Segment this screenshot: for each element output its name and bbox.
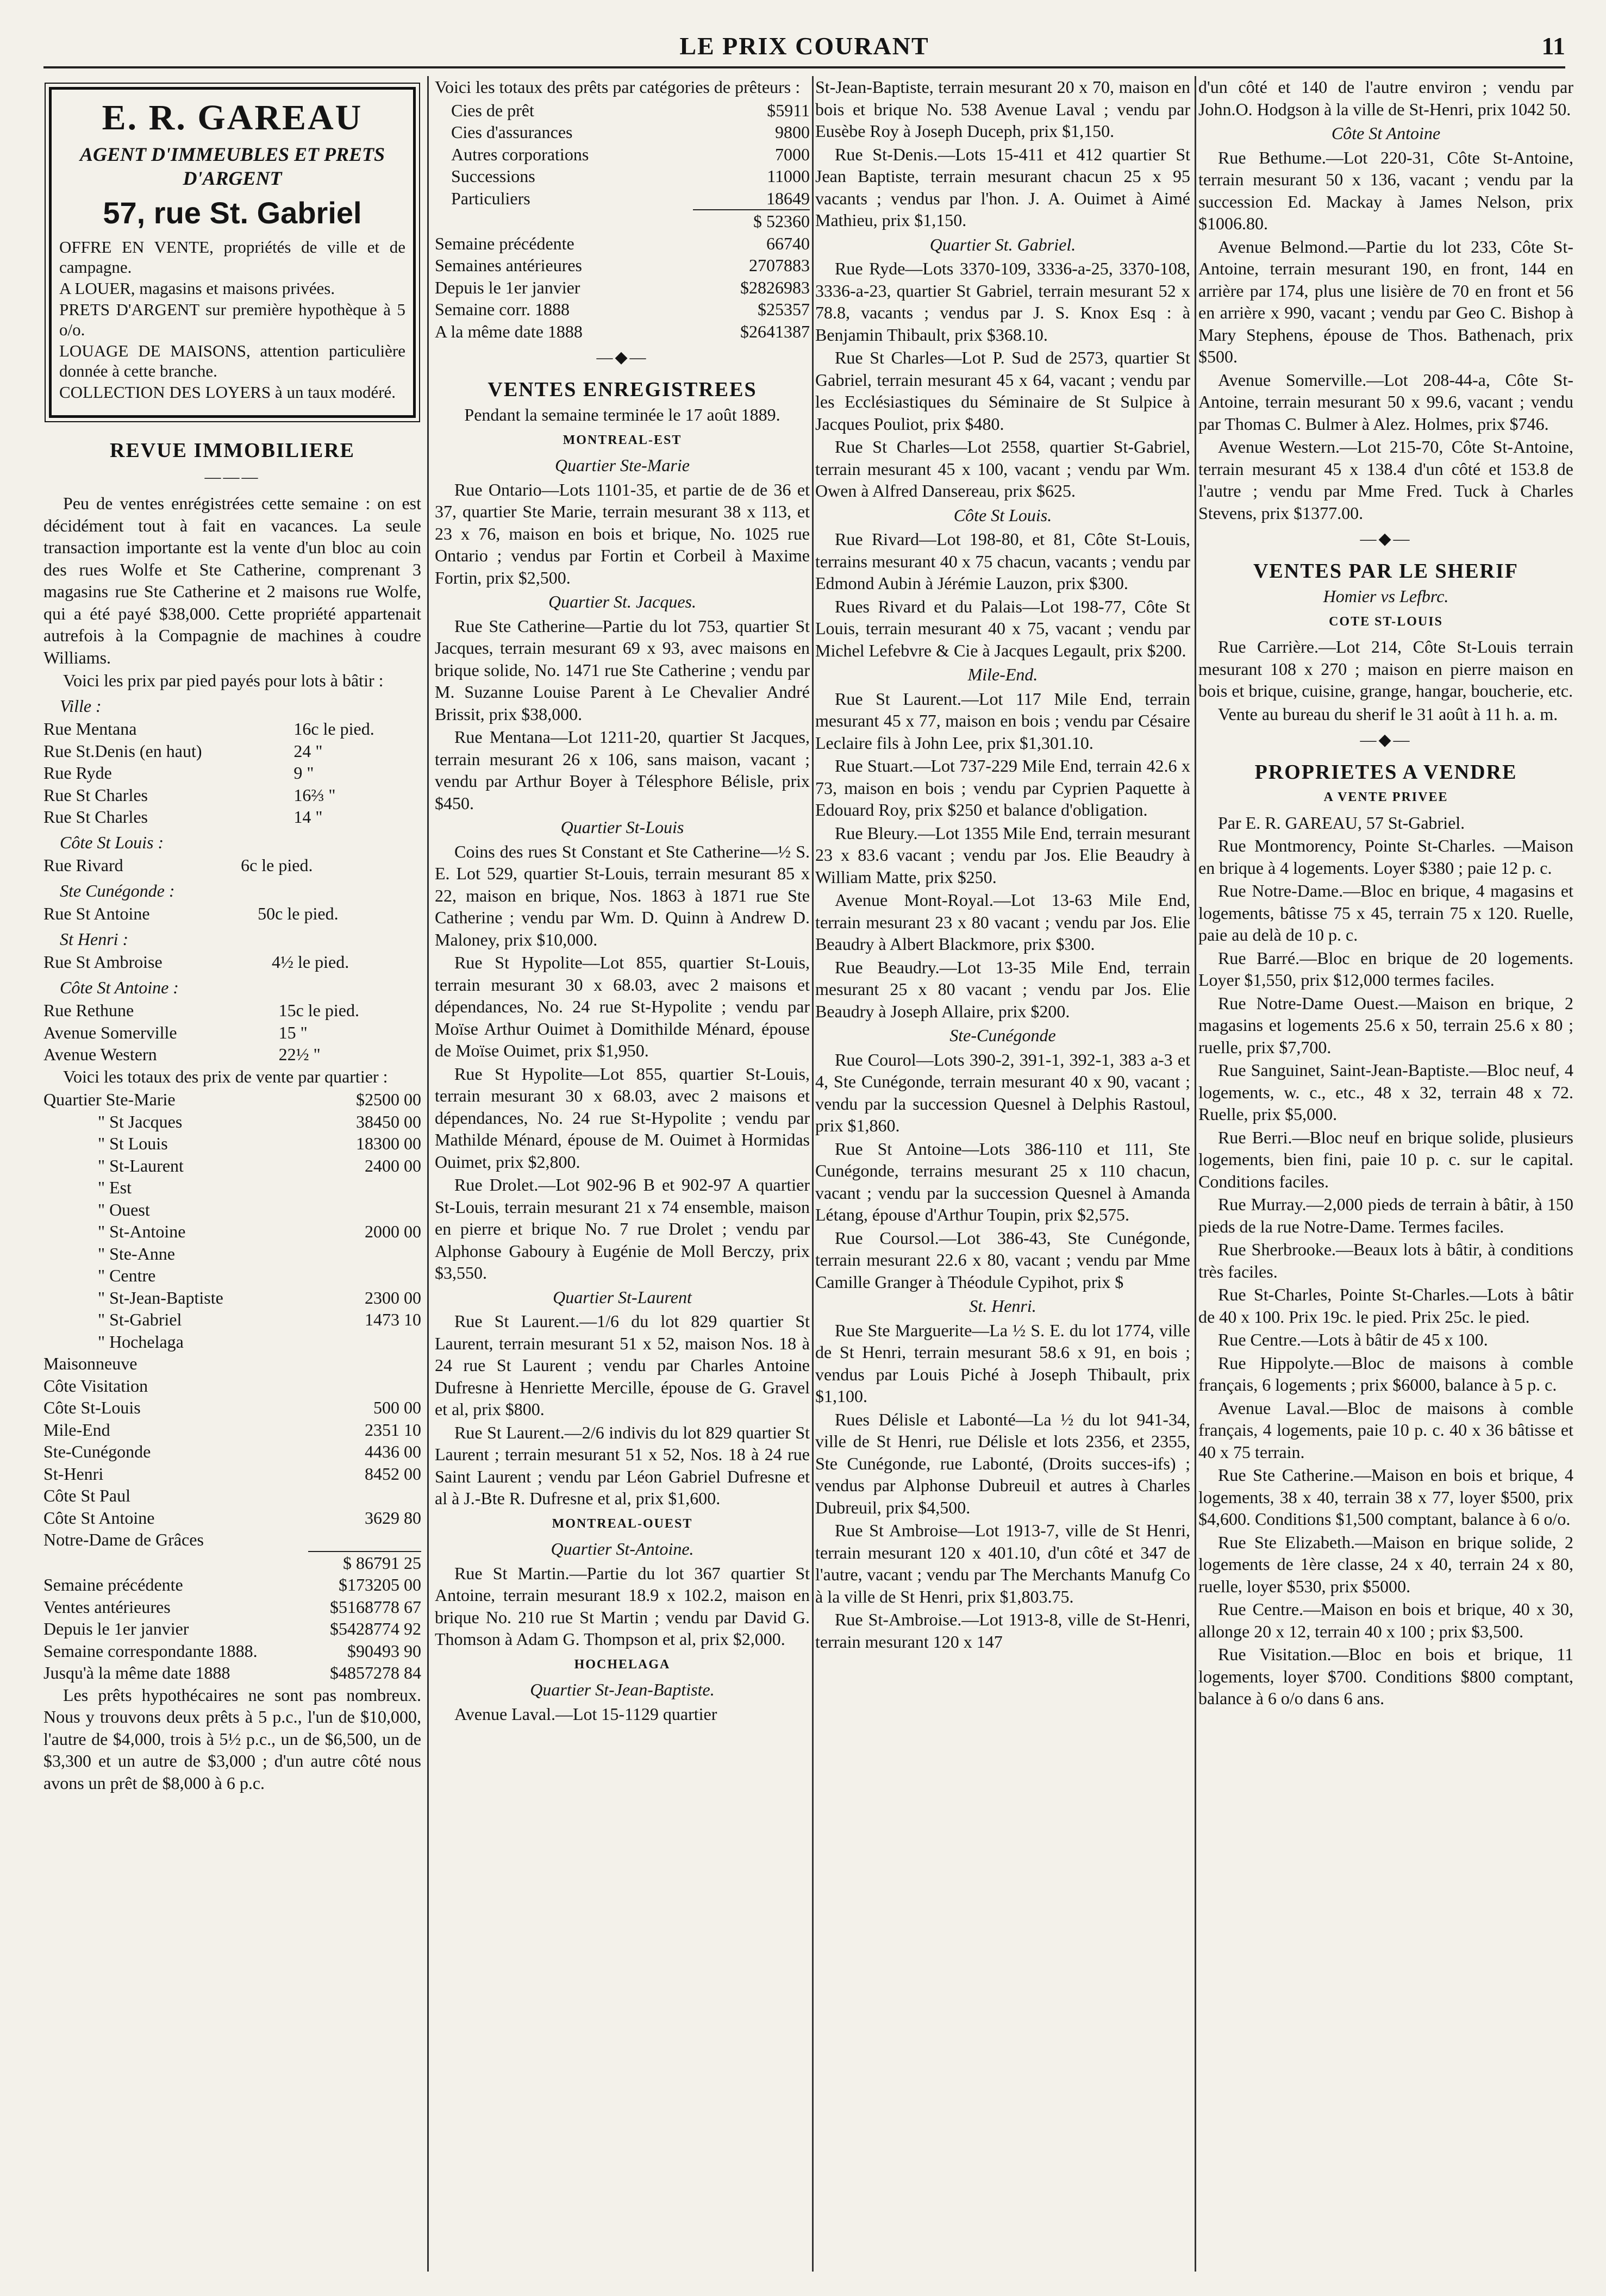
pied-row bbox=[43, 784, 421, 806]
pied-group-label: Ville : bbox=[60, 696, 102, 716]
property-entry: Rue Sherbrooke.—Beaux lots à bâtir, à conditions très faciles. bbox=[1198, 1240, 1573, 1281]
ad-line: PRETS D'ARGENT sur première hypothèque à 5 o/o. bbox=[59, 300, 405, 339]
price-per-foot-list bbox=[43, 695, 421, 1066]
loan-subtotal-row bbox=[435, 210, 810, 233]
region-heading: MONTREAL-OUEST bbox=[552, 1516, 693, 1531]
quartier-value bbox=[321, 1243, 421, 1265]
pied-intro: Voici les prix par pied payés pour lots à bâtir : bbox=[63, 671, 384, 690]
sale-entry: Rue Mentana—Lot 1211-20, quartier St Jacques, terrain mesurant 26 x 106, sans maison, vacant ; vendu par Arthur Boyer à Télesphore Bélisle, prix $450. bbox=[435, 727, 810, 813]
loan-value: 11000 bbox=[767, 166, 810, 186]
quartier-name: St-Henri bbox=[43, 1463, 104, 1484]
quartier-name: Quartier Ste-Marie bbox=[43, 1090, 176, 1109]
quartier-name: Ste-Cunégonde bbox=[43, 1442, 151, 1461]
newspaper-title: LE PRIX COURANT bbox=[679, 32, 929, 60]
district-heading: Quartier St. Gabriel. bbox=[929, 234, 1076, 254]
sherif-title: VENTES PAR LE SHERIF bbox=[1253, 559, 1518, 583]
total-row bbox=[43, 1596, 421, 1618]
sale-entry: Rues Délisle et Labonté—La ½ du lot 941-34, ville de St Henri, rue Délisle et lots 2356, et 2355, Ste Cunégonde, rue Labonté, (Droits succes-ifs) ; vendus par Alphonse Dubreuil et autres à Charles Dubreuil, prix $4,500. bbox=[815, 1409, 1190, 1517]
sale-entry: Rue St Charles—Lot P. Sud de 2573, quartier St Gabriel, terrain mesurant 45 x 64, vacant ; vendu par les Ecclésiastiques du Séminaire de St Sulpice à Jacques Pouliot, prix $480. bbox=[815, 348, 1190, 434]
quartier-value: 2400 00 bbox=[365, 1155, 421, 1175]
column-2 bbox=[435, 76, 810, 2272]
pied-row bbox=[43, 806, 421, 828]
quartier-name: " St-Jean-Baptiste bbox=[98, 1287, 223, 1307]
loan-category: Cies d'assurances bbox=[451, 122, 573, 142]
quartier-row bbox=[43, 1485, 421, 1507]
sale-entry: Coins des rues St Constant et Ste Catherine—½ S. E. Lot 529, quartier St-Louis, terrain mesurant 85 x 22, maison en brique, Nos. 1863 à 1871 rue Ste Catherine ; vendu par Wm. D. Quinn à Andrew D. Maloney, prix $10,000. bbox=[435, 841, 810, 949]
ventes-title: VENTES ENREGISTREES bbox=[488, 378, 757, 401]
pied-table bbox=[43, 951, 421, 973]
district-heading: Ste-Cunégonde bbox=[949, 1025, 1056, 1045]
loan-total-label: Semaines antérieures bbox=[435, 255, 582, 275]
total-value: $173205 00 bbox=[339, 1575, 421, 1594]
quartier-row bbox=[43, 1419, 421, 1441]
sale-entry: Rue Coursol.—Lot 386-43, Ste Cunégonde, terrain mesurant 22.6 x 80, vacant ; vendu par Mme Camille Granger à Théodule Cypihot, prix $ bbox=[815, 1228, 1190, 1292]
sale-entry: Rue Bleury.—Lot 1355 Mile End, terrain mesurant 23 x 83.6 vacant ; vendu par Jos. Elie Beaudry à William Matte, prix $250. bbox=[815, 823, 1190, 887]
loan-total-value: 66740 bbox=[766, 233, 810, 253]
loan-total-value: 2707883 bbox=[749, 255, 810, 275]
total-value: $90493 90 bbox=[347, 1641, 421, 1661]
pied-table bbox=[43, 718, 421, 828]
price-per-foot: 15 " bbox=[278, 1022, 308, 1042]
loan-row bbox=[435, 143, 810, 166]
pied-row bbox=[43, 762, 421, 784]
quartier-row bbox=[43, 1111, 421, 1133]
street-name: Rue Ryde bbox=[43, 763, 112, 783]
loan-total-row bbox=[435, 277, 810, 299]
loan-value: 7000 bbox=[775, 144, 810, 164]
loan-value: 9800 bbox=[775, 122, 810, 142]
header-rule bbox=[43, 66, 1565, 68]
price-per-foot: 24 " bbox=[293, 741, 323, 761]
sherif-case: Homier vs Lefbrc. bbox=[1323, 586, 1449, 606]
sale-entry: Rue Drolet.—Lot 902-96 B et 902-97 A quartier St-Louis, terrain mesurant 21 x 74 ensemble, maison en pierre et brique No. 7 rue Drolet ; vendu par Alphonse Gaboury à Eugénie de Moll Berczy, prix $3,550. bbox=[435, 1175, 810, 1282]
pied-table bbox=[43, 903, 421, 925]
divider: ——— bbox=[204, 467, 260, 486]
quartier-value bbox=[321, 1485, 421, 1507]
property-list bbox=[1198, 835, 1573, 1710]
advertiser-role: AGENT D'IMMEUBLES ET PRETS D'ARGENT bbox=[79, 143, 385, 189]
street-name: Avenue Somerville bbox=[43, 1022, 177, 1042]
divider: —◆— bbox=[1360, 530, 1412, 548]
quartier-name: " St-Antoine bbox=[98, 1222, 186, 1241]
pied-row bbox=[43, 903, 421, 925]
sale-entry: Rue Ryde—Lots 3370-109, 3336-a-25, 3370-108, 3336-a-23, quartier St Gabriel, terrain mesurant 52 x 78.8, vacants ; vendus par J. S. Knox Esq : à Benjamin Thibault, prix $368.10. bbox=[815, 259, 1190, 345]
quartier-name: " St-Laurent bbox=[98, 1155, 184, 1175]
loan-total-row bbox=[435, 298, 810, 321]
loan-category: Successions bbox=[451, 166, 535, 186]
sale-entry: Rue St-Denis.—Lots 15-411 et 412 quartier St Jean Baptiste, terrain mesurant chacun 25 x 95 vacants ; vendus par l'hon. J. A. Ouimet à Aimé Mathieu, prix $1,150. bbox=[815, 144, 1190, 230]
quartier-row bbox=[43, 1309, 421, 1331]
quartier-row bbox=[43, 1177, 421, 1199]
street-name: Rue St Charles bbox=[43, 807, 148, 827]
ad-line: OFFRE EN VENTE, propriétés de ville et de campagne. bbox=[59, 237, 405, 277]
region-heading: MONTREAL-EST bbox=[563, 433, 682, 447]
loan-row bbox=[435, 99, 810, 122]
prets-text: Les prêts hypothécaires ne sont pas nombreux. Nous y trouvons deux prêts à 5 p.c., l'un de $10,000, l'autre de $4,000, trois à 5½ p.c., un de $6,500, un de $3,300 et un autre de $3,000 ; d'un autre côté nous avons un prêt de $8,000 à 6 p.c. bbox=[43, 1685, 421, 1793]
district-heading: Côte St Louis. bbox=[953, 505, 1052, 525]
street-name: Rue St.Denis (en haut) bbox=[43, 741, 202, 761]
total-value: $5428774 92 bbox=[330, 1619, 421, 1638]
sale-entry: Rue St Laurent.—2/6 indivis du lot 829 quartier St Laurent ; terrain mesurant 51 x 52, Nos. 18 à 24 rue Saint Laurent ; vendu par Léon Gabriel Dufresne et al à J.-Bte R. Dufresne et al, prix $1,600. bbox=[435, 1422, 810, 1508]
quartier-name: " Ste-Anne bbox=[98, 1243, 175, 1263]
loan-subtotal: $ 52360 bbox=[693, 210, 810, 233]
pied-row bbox=[43, 951, 421, 973]
quartier-name: Mile-End bbox=[43, 1419, 110, 1440]
district-heading: Quartier St-Laurent bbox=[553, 1287, 692, 1307]
advertiser-address: 57, rue St. Gabriel bbox=[103, 195, 362, 230]
loan-total-label: A la même date 1888 bbox=[435, 321, 583, 341]
district-heading: St. Henri. bbox=[969, 1296, 1036, 1316]
quartier-value bbox=[321, 1177, 421, 1199]
district-heading: Quartier Ste-Marie bbox=[555, 455, 690, 475]
quartier-row bbox=[43, 1265, 421, 1287]
ad-line: LOUAGE DE MAISONS, attention particulière donnée à cette branche. bbox=[59, 341, 405, 380]
proprietes-subtitle: A VENTE PRIVEE bbox=[1323, 790, 1448, 804]
quartier-value bbox=[321, 1199, 421, 1221]
totaux-intro: Voici les totaux des prix de vente par quartier : bbox=[63, 1066, 388, 1086]
quartier-name: " St-Gabriel bbox=[98, 1310, 182, 1329]
price-per-foot: 16c le pied. bbox=[293, 719, 374, 739]
sale-entry: Rue Ontario—Lots 1101-35, et partie de de 36 et 37, quartier Ste Marie, terrain mesurant 38 x 113, et 23 x 76, maison en bois et brique, No. 1025 rue Ontario ; vendus par Fortin et Corbeil à Maxime Fortin, prix $2,500. bbox=[435, 479, 810, 587]
price-per-foot: 6c le pied. bbox=[241, 855, 313, 875]
loan-row bbox=[435, 187, 810, 210]
pied-table bbox=[43, 999, 421, 1066]
loan-total-value: $25357 bbox=[758, 299, 810, 319]
sale-entry: d'un côté et 140 de l'autre environ ; vendu par John.O. Hodgson à la ville de St-Henri, prix 1042 50. bbox=[1198, 77, 1573, 119]
quartier-row bbox=[43, 1243, 421, 1265]
district-heading: Quartier St-Antoine. bbox=[551, 1539, 694, 1559]
pied-group-label: Ste Cunégonde : bbox=[60, 880, 175, 900]
sales-summary-table bbox=[43, 1551, 421, 1684]
loan-total-label: Semaine corr. 1888 bbox=[435, 299, 570, 319]
property-entry: Rue Murray.—2,000 pieds de terrain à bâtir, à 150 pieds de la rue Notre-Dame. Termes faciles. bbox=[1198, 1194, 1573, 1236]
quartier-row bbox=[43, 1155, 421, 1177]
quartier-name: " Centre bbox=[98, 1266, 156, 1285]
region-heading: HOCHELAGA bbox=[574, 1657, 671, 1672]
ad-line: COLLECTION DES LOYERS à un taux modéré. bbox=[59, 383, 396, 402]
revue-intro: Peu de ventes enrégistrées cette semaine : on est décidément tout à fait en vacances. La seule transaction importante est la vente d'un bloc au coin des rues Wolfe et Ste Catherine, comprenant 3 magasins rue Ste Catherine et 2 maisons rue Wolfe, qui a été payé $38,000. Cette propriété appartenait autrefois à la Compagnie de machines à coudre Williams. bbox=[43, 493, 421, 667]
quartier-name: " Ouest bbox=[98, 1199, 150, 1219]
quartier-value: 38450 00 bbox=[356, 1111, 421, 1131]
sale-entry: St-Jean-Baptiste, terrain mesurant 20 x 70, maison en bois et brique No. 538 Avenue Laval ; vendu par Eusèbe Roy à Joseph Duceph, prix $1,150. bbox=[815, 77, 1190, 141]
sale-entry: Rue St Martin.—Partie du lot 367 quartier St Antoine, terrain mesurant 18.9 x 102.2, maison en brique No. 210 rue St Martin ; vendu par David G. Thomson à Adam G. Thompson et al, prix $2,000. bbox=[435, 1563, 810, 1649]
pied-group-label: Côte St Antoine : bbox=[60, 977, 179, 997]
quartier-name: " St Louis bbox=[98, 1134, 168, 1153]
advertiser-name: E. R. GAREAU bbox=[102, 98, 363, 137]
loan-total-label: Semaine précédente bbox=[435, 233, 574, 253]
property-entry: Rue Barré.—Bloc en brique de 20 logements. Loyer $1,550, prix $12,000 termes faciles. bbox=[1198, 948, 1573, 990]
price-per-foot: 15c le pied. bbox=[278, 1000, 359, 1020]
sale-entry: Rue St Ambroise—Lot 1913-7, ville de St Henri, terrain mesurant 120 x 401.10, d'un côté et 347 de l'autre, vacant ; vendu par The Merchants Manufg Co à la ville de St Henri, prix $1,803.75. bbox=[815, 1521, 1190, 1606]
sales-listings bbox=[1198, 76, 1573, 524]
district-heading: Quartier St. Jacques. bbox=[548, 592, 696, 611]
pied-row bbox=[43, 740, 421, 762]
masthead bbox=[43, 22, 1565, 65]
sale-entry: Avenue Somerville.—Lot 208-44-a, Côte St-Antoine, terrain mesurant 50 x 99.6, vacant ; vendu par Thomas C. Bulmer à Alez. Holmes, prix $746. bbox=[1198, 370, 1573, 434]
district-heading: Mile-End. bbox=[967, 665, 1038, 684]
quartier-value: 2000 00 bbox=[365, 1222, 421, 1241]
quartier-value bbox=[321, 1265, 421, 1287]
pied-group-label: Côte St Louis : bbox=[60, 832, 164, 852]
price-per-foot: 9 " bbox=[293, 763, 314, 783]
sales-listings bbox=[435, 429, 810, 1725]
total-value: $5168778 67 bbox=[330, 1597, 421, 1617]
loan-value: $5911 bbox=[767, 100, 810, 120]
quartier-value: $2500 00 bbox=[356, 1090, 421, 1109]
quartier-value bbox=[321, 1375, 421, 1397]
total-value: $ 86791 25 bbox=[308, 1551, 421, 1574]
loan-category: Particuliers bbox=[451, 188, 530, 208]
pied-row bbox=[43, 718, 421, 740]
property-entry: Rue Centre.—Lots à bâtir de 45 x 100. bbox=[1218, 1330, 1488, 1349]
pied-table bbox=[43, 854, 421, 877]
loan-row bbox=[435, 121, 810, 143]
loan-total-row bbox=[435, 321, 810, 343]
quartier-value: 8452 00 bbox=[365, 1463, 421, 1484]
quartier-name: " Est bbox=[98, 1178, 132, 1197]
loan-category: Autres corporations bbox=[451, 144, 589, 164]
sale-entry: Rue Ste Marguerite—La ½ S. E. du lot 1774, ville de St Henri, terrain mesurant 58.6 x 91, en bois ; vendus par Louis Piché à Joseph Thibault, prix $1,100. bbox=[815, 1320, 1190, 1406]
quartier-row bbox=[43, 1287, 421, 1309]
quartier-value: 4436 00 bbox=[365, 1442, 421, 1461]
quartier-name: Côte St-Louis bbox=[43, 1398, 141, 1417]
quartier-row bbox=[43, 1353, 421, 1375]
quartier-value bbox=[321, 1529, 421, 1551]
quartier-name: " Hochelaga bbox=[98, 1331, 184, 1352]
quartier-row bbox=[43, 1199, 421, 1221]
sales-listings bbox=[815, 76, 1190, 1653]
price-per-foot: 50c le pied. bbox=[258, 904, 339, 923]
quartier-value bbox=[321, 1353, 421, 1375]
quartier-row bbox=[43, 1463, 421, 1485]
loans-table bbox=[435, 99, 810, 343]
page-number: 11 bbox=[1541, 32, 1565, 60]
loan-category: Cies de prêt bbox=[451, 100, 534, 120]
ad-line: A LOUER, magasins et maisons privées. bbox=[59, 279, 335, 298]
pied-group-label: St Henri : bbox=[60, 929, 129, 949]
sale-entry: Avenue Laval.—Lot 15-1129 quartier bbox=[454, 1704, 717, 1724]
sale-entry: Rue St Hypolite—Lot 855, quartier St-Louis, terrain mesurant 30 x 68.03, avec 2 maisons et dépendances, No. 24 rue St-Hypolite ; vendu par Mathilde Ménard, épouse de M. Ouimet à Hormidas Ouimet, prix $2,800. bbox=[435, 1063, 810, 1172]
sherif-place: COTE ST-LOUIS bbox=[1329, 614, 1443, 629]
sale-entry: Rue Bethume.—Lot 220-31, Côte St-Antoine, terrain mesurant 50 x 136, vacant ; vendu par la succession Ed. Mackay à James Nelson, prix $1006.80. bbox=[1198, 147, 1573, 233]
property-entry: Rue Visitation.—Bloc en bois et brique, 11 logements, loyer $700. Conditions $800 comptant, balance à 6 o/o dans 6 ans. bbox=[1198, 1644, 1573, 1708]
quartier-row bbox=[43, 1529, 421, 1551]
quartier-row bbox=[43, 1088, 421, 1111]
total-value: $4857278 84 bbox=[330, 1663, 421, 1682]
total-row bbox=[43, 1574, 421, 1596]
column-4 bbox=[1198, 76, 1573, 2272]
sale-entry: Avenue Mont-Royal.—Lot 13-63 Mile End, terrain mesurant 23 x 80 vacant ; vendu par Jos. Elie Beaudry à Albert Blackmore, prix $300. bbox=[815, 890, 1190, 954]
proprietes-by: Par E. R. GAREAU, 57 St-Gabriel. bbox=[1218, 812, 1465, 833]
quartier-name: Maisonneuve bbox=[43, 1354, 138, 1373]
total-row bbox=[43, 1618, 421, 1640]
pied-row bbox=[43, 854, 421, 877]
sherif-note: Vente au bureau du sherif le 31 août à 11 h. a. m. bbox=[1218, 704, 1558, 724]
total-label: Jusqu'à la même date 1888 bbox=[43, 1663, 230, 1682]
quartier-row bbox=[43, 1331, 421, 1353]
ventes-subtitle: Pendant la semaine terminée le 17 août 1889. bbox=[464, 405, 780, 424]
sale-entry: Rue Stuart.—Lot 737-229 Mile End, terrain 42.6 x 73, maison en bois ; vendu par Cyprien Paquette à Edouard Roy, prix $250 et balance d'obligation. bbox=[815, 756, 1190, 819]
quartier-name: Notre-Dame de Grâces bbox=[43, 1530, 204, 1549]
sale-entry: Rue St Laurent.—Lot 117 Mile End, terrain mesurant 45 x 77, maison en bois ; vendu par Césaire Leclaire fils à John Lee, prix $1,301.10. bbox=[815, 689, 1190, 753]
street-name: Avenue Western bbox=[43, 1044, 157, 1064]
property-entry: Rue Berri.—Bloc neuf en brique solide, plusieurs logements, bien fini, paie 10 p. c. sur le capital. Conditions faciles. bbox=[1198, 1127, 1573, 1191]
street-name: Rue Rivard bbox=[43, 855, 123, 875]
quartier-value: 1473 10 bbox=[365, 1310, 421, 1329]
property-entry: Rue Sanguinet, Saint-Jean-Baptiste.—Bloc neuf, 4 logements, w. c., etc., 48 x 32, terrain 48 x 72. Ruelle, prix $5,000. bbox=[1198, 1060, 1573, 1124]
column-rule bbox=[1195, 76, 1196, 2272]
divider: —◆— bbox=[1360, 731, 1412, 749]
total-label: Semaine précédente bbox=[43, 1575, 183, 1594]
quartier-name: Côte Visitation bbox=[43, 1375, 148, 1396]
quartier-value: 18300 00 bbox=[356, 1134, 421, 1153]
property-entry: Rue Montmorency, Pointe St-Charles. —Maison en brique à 4 logements. Loyer $380 ; paie 12 p. c. bbox=[1198, 836, 1573, 878]
loan-subtotal-label bbox=[435, 210, 693, 233]
total-label: Ventes antérieures bbox=[43, 1597, 171, 1617]
loan-total-row bbox=[435, 233, 810, 255]
column-3 bbox=[815, 76, 1190, 2272]
sale-entry: Rues Rivard et du Palais—Lot 198-77, Côte St Louis, terrain mesurant 40 x 75, vacant ; vendu par Michel Lefebvre & Cie à Jacques Legault, prix $200. bbox=[815, 596, 1190, 660]
price-per-foot: 22½ " bbox=[278, 1044, 321, 1064]
street-name: Rue Mentana bbox=[43, 719, 137, 739]
street-name: Rue St Antoine bbox=[43, 904, 150, 923]
pied-row bbox=[43, 1043, 421, 1066]
total-row bbox=[43, 1551, 421, 1574]
sale-entry: Rue Beaudry.—Lot 13-35 Mile End, terrain mesurant 25 x 80 vacant ; vendu par Jos. Elie Beaudry à Joseph Allaire, prix $200. bbox=[815, 957, 1190, 1021]
quartier-value: 2351 10 bbox=[365, 1419, 421, 1440]
quartier-totals-table bbox=[43, 1088, 421, 1551]
prets-intro: Voici les totaux des prêts par catégories de prêteurs : bbox=[435, 77, 801, 97]
quartier-name: Côte St Antoine bbox=[43, 1507, 155, 1528]
total-label: Depuis le 1er janvier bbox=[43, 1619, 189, 1638]
sale-entry: Avenue Western.—Lot 215-70, Côte St-Antoine, terrain mesurant 45 x 138.4 d'un côté et 153.8 de l'autre ; vendu par Mme Fred. Tuck à Charles Stevens, prix $1377.00. bbox=[1198, 437, 1573, 523]
loan-value: 18649 bbox=[766, 188, 810, 208]
property-entry: Rue Ste Catherine.—Maison en bois et brique, 4 logements, 38 x 40, terrain 38 x 77, loyer $500, prix $4,600. Conditions $1,500 comptant, balance à 6 o/o. bbox=[1198, 1465, 1573, 1529]
price-per-foot: 16⅔ " bbox=[293, 785, 336, 805]
quartier-value: 2300 00 bbox=[365, 1287, 421, 1307]
quartier-row bbox=[43, 1221, 421, 1243]
quartier-name: " St Jacques bbox=[98, 1111, 183, 1131]
quartier-row bbox=[43, 1441, 421, 1463]
pied-row bbox=[43, 1022, 421, 1044]
sale-entry: Rue St Antoine—Lots 386-110 et 111, Ste Cunégonde, terrains mesurant 25 x 110 chacun, vacant ; vendu par la succession Quesnel à Amanda Létang, épouse d'Arthur Toupin, prix $2,575. bbox=[815, 1138, 1190, 1224]
quartier-value: 500 00 bbox=[373, 1398, 421, 1417]
property-entry: Rue Notre-Dame.—Bloc en brique, 4 magasins et logements, bâtisse 75 x 45, terrain 75 x 120. Ruelle, paie au delà de 10 p. c. bbox=[1198, 881, 1573, 944]
revue-title: REVUE IMMOBILIERE bbox=[110, 439, 355, 462]
street-name: Rue St Charles bbox=[43, 785, 148, 805]
quartier-value: 3629 80 bbox=[365, 1507, 421, 1528]
sale-entry: Rue Rivard—Lot 198-80, et 81, Côte St-Louis, terrains mesurant 40 x 75 chacun, vacants ; vendu par Edmond Aubin à Jérémie Lauzon, prix $300. bbox=[815, 529, 1190, 593]
property-entry: Rue St-Charles, Pointe St-Charles.—Lots à bâtir de 40 x 100. Prix 19c. le pied. Prix 25c. le pied. bbox=[1198, 1285, 1573, 1327]
district-heading: Côte St Antoine bbox=[1331, 123, 1441, 143]
price-per-foot: 4½ le pied. bbox=[272, 952, 349, 972]
quartier-row bbox=[43, 1507, 421, 1529]
divider: —◆— bbox=[596, 348, 648, 366]
property-entry: Rue Ste Elizabeth.—Maison en brique solide, 2 logements de 1ère classe, 24 x 40, terrain 24 x 80, ruelle, loyer $530, prix $5000. bbox=[1198, 1532, 1573, 1596]
sale-entry: Avenue Belmond.—Partie du lot 233, Côte St-Antoine, terrain mesurant 190, en front, 144 en arrière par 174, plus une lisière de 70 en front et 56 en arrière x 990, vacant ; vendu par Geo C. Bishop à Mary Stephens, épouse de Thos. Bathenach, prix $500. bbox=[1198, 236, 1573, 366]
price-per-foot: 14 " bbox=[293, 807, 323, 827]
loan-total-value: $2826983 bbox=[740, 277, 810, 297]
sherif-body: Rue Carrière.—Lot 214, Côte St-Louis terrain mesurant 108 x 270 ; maison en pierre maison en bois et brique, cuisine, grange, hangar, boucherie, etc. bbox=[1198, 637, 1573, 700]
district-heading: Quartier St-Jean-Baptiste. bbox=[530, 1680, 715, 1699]
sale-entry: Rue St Laurent.—1/6 du lot 829 quartier St Laurent, terrain mesurant 51 x 52, maison Nos. 18 à 24 rue St Laurent ; vendu par Charles Antoine Dufresne à Henriette Mercille, épouse de G. Gravel et al, prix $800. bbox=[435, 1311, 810, 1419]
gareau-advertisement bbox=[49, 87, 416, 418]
total-row bbox=[43, 1662, 421, 1684]
sale-entry: Rue St Charles—Lot 2558, quartier St-Gabriel, terrain mesurant 45 x 100, vacant ; vendu par Wm. Owen à Alfred Dansereau, prix $625. bbox=[815, 437, 1190, 501]
quartier-row bbox=[43, 1397, 421, 1419]
sale-entry: Rue St Hypolite—Lot 855, quartier St-Louis, terrain mesurant 30 x 68.03, avec 2 maisons et dépendances, No. 24 rue St-Hypolite ; vendu par Moïse Arthur Ouimet à Domithilde Ménard, épouse de Moïse Ouimet, prix $1,950. bbox=[435, 953, 810, 1060]
street-name: Rue St Ambroise bbox=[43, 952, 163, 972]
quartier-name: Côte St Paul bbox=[43, 1486, 131, 1505]
loan-total-row bbox=[435, 254, 810, 277]
loan-row bbox=[435, 165, 810, 187]
property-entry: Rue Notre-Dame Ouest.—Maison en brique, 2 magasins et logements 25.6 x 50, terrain 25.6 x 80 ; ruelle, prix $7,700. bbox=[1198, 993, 1573, 1057]
sale-entry: Rue Ste Catherine—Partie du lot 753, quartier St Jacques, terrain mesurant 69 x 93, avec maisons en brique solide, No. 1471 rue Ste Catherine ; vendu par M. Suzanne Louise Parent à Le Chevalier André Brissit, prix $38,000. bbox=[435, 616, 810, 724]
quartier-row bbox=[43, 1133, 421, 1155]
column-1 bbox=[43, 76, 421, 2272]
column-rule bbox=[427, 76, 429, 2272]
property-entry: Rue Centre.—Maison en bois et brique, 40 x 30, allonge 20 x 12, terrain 40 x 100 ; prix $3,500. bbox=[1198, 1599, 1573, 1641]
proprietes-title: PROPRIETES A VENDRE bbox=[1254, 760, 1517, 784]
quartier-value bbox=[321, 1331, 421, 1353]
loan-total-label: Depuis le 1er janvier bbox=[435, 277, 580, 297]
loan-total-value: $2641387 bbox=[740, 321, 810, 341]
total-label: Semaine correspondante 1888. bbox=[43, 1641, 258, 1661]
street-name: Rue Rethune bbox=[43, 1000, 134, 1020]
quartier-row bbox=[43, 1375, 421, 1397]
pied-row bbox=[43, 999, 421, 1022]
sale-entry: Rue Courol—Lots 390-2, 391-1, 392-1, 383 a-3 et 4, Ste Cunégonde, terrain mesurant 40 x 90, vacant ; vendu par la succession Quesnel à Delphis Rastoul, prix $1,860. bbox=[815, 1049, 1190, 1135]
property-entry: Rue Hippolyte.—Bloc de maisons à comble français, 6 logements ; prix $6000, balance à 5 p. c. bbox=[1198, 1353, 1573, 1394]
property-entry: Avenue Laval.—Bloc de maisons à comble français, 4 logements, paie 10 p. c. 40 x 36 bâtisse et 40 x 75 terrain. bbox=[1198, 1398, 1573, 1462]
total-label bbox=[43, 1551, 308, 1574]
total-row bbox=[43, 1640, 421, 1662]
sale-entry: Rue St-Ambroise.—Lot 1913-8, ville de St-Henri, terrain mesurant 120 x 147 bbox=[815, 1610, 1190, 1651]
district-heading: Quartier St-Louis bbox=[560, 817, 684, 837]
column-rule bbox=[812, 76, 814, 2272]
